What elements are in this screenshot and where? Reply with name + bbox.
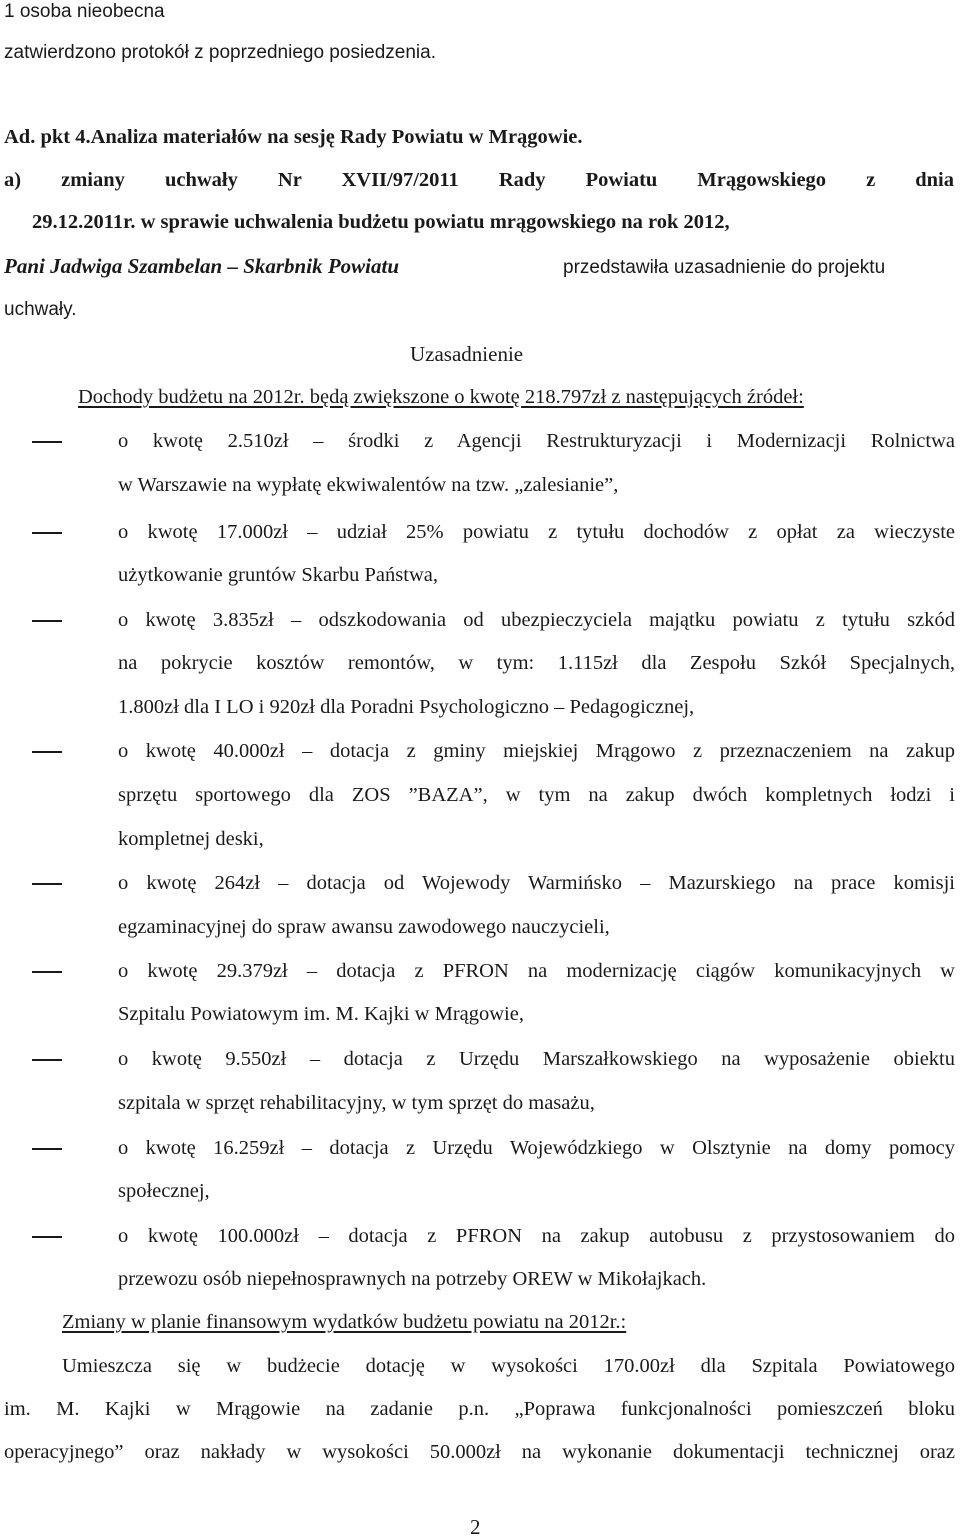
dash-marker [32,883,62,885]
dash-marker [32,441,62,443]
dash-marker [32,971,62,973]
list-item: o kwotę 40.000zł – dotacja z gminy miejskiej Mrągowo z przeznaczeniem na zakup [118,740,955,762]
list-item-cont: Szpitalu Powiatowym im. M. Kajki w Mrągowie, [118,1003,524,1025]
dash-marker [32,1059,62,1061]
justification-heading: Uzasadnienie [410,342,524,366]
expenditure-para-line-3: operacyjnego” oraz nakłady w wysokości 50.000zł na wykonanie dokumentacji technicznej oraz [4,1441,955,1463]
resolution-line-1: a) zmiany uchwały Nr XVII/97/2011 Rady Powiatu Mrągowskiego z dnia [4,169,954,191]
resolution-line-2: 29.12.2011r. w sprawie uchwalenia budżetu powiatu mrągowskiego na rok 2012, [32,211,730,233]
absence-note: 1 osoba nieobecna [4,1,165,22]
list-item-cont: sprzętu sportowego dla ZOS ”BAZA”, w tym na zakup dwóch kompletnych łodzi i [118,784,955,806]
presenter-action-cont: uchwały. [4,299,77,320]
page-number: 2 [470,1515,481,1539]
dash-marker [32,751,62,753]
dash-marker [32,1148,62,1150]
list-item: o kwotę 29.379zł – dotacja z PFRON na modernizację ciągów komunikacyjnych w [118,960,955,982]
list-item-cont: szpitala w sprzęt rehabilitacyjny, w tym sprzęt do masażu, [118,1092,595,1114]
presenter-name: Pani Jadwiga Szambelan – Skarbnik Powiatu [4,254,400,278]
list-item-cont: w Warszawie na wypłatę ekwiwalentów na tzw. „zalesianie”, [118,474,619,496]
list-item: o kwotę 9.550zł – dotacja z Urzędu Marszałkowskiego na wyposażenie obiektu [118,1048,955,1070]
list-item-cont: na pokrycie kosztów remontów, w tym: 1.115zł dla Zespołu Szkół Specjalnych, [118,652,955,674]
income-intro: Dochody budżetu na 2012r. będą zwiększone o kwotę 218.797zł z następujących źródeł: [78,386,804,408]
expenditure-heading: Zmiany w planie finansowym wydatków budżetu powiatu na 2012r.: [62,1311,627,1333]
dash-marker [32,532,62,534]
list-item-cont: użytkowanie gruntów Skarbu Państwa, [118,564,438,586]
list-item: o kwotę 2.510zł – środki z Agencji Restrukturyzacji i Modernizacji Rolnictwa [118,430,955,452]
list-item-cont: egzaminacyjnej do spraw awansu zawodowego nauczycieli, [118,916,610,938]
expenditure-para-line-1: Umieszcza się w budżecie dotację w wysokości 170.00zł dla Szpitala Powiatowego [62,1355,955,1377]
dash-marker [32,620,62,622]
list-item-cont: przewozu osób niepełnosprawnych na potrzeby OREW w Mikołajkach. [118,1268,707,1290]
expenditure-para-line-2: im. M. Kajki w Mrągowie na zadanie p.n. „Poprawa funkcjonalności pomieszczeń bloku [4,1398,955,1420]
list-item: o kwotę 3.835zł – odszkodowania od ubezpieczyciela majątku powiatu z tytułu szkód [118,609,955,631]
list-item: o kwotę 264zł – dotacja od Wojewody Warmińsko – Mazurskiego na prace komisji [118,872,955,894]
list-item-cont: 1.800zł dla I LO i 920zł dla Poradni Psychologiczno – Pedagogicznej, [118,696,695,718]
list-item: o kwotę 100.000zł – dotacja z PFRON na zakup autobusu z przystosowaniem do [118,1225,955,1247]
protocol-note: zatwierdzono protokół z poprzedniego posiedzenia. [4,42,436,63]
list-item: o kwotę 16.259zł – dotacja z Urzędu Wojewódzkiego w Olsztynie na domy pomocy [118,1137,955,1159]
dash-marker [32,1236,62,1238]
list-item-cont: kompletnej deski, [118,828,264,850]
list-item: o kwotę 17.000zł – udział 25% powiatu z tytułu dochodów z opłat za wieczyste [118,521,955,543]
presenter-action: przedstawiła uzasadnienie do projektu [563,257,886,278]
list-item-cont: społecznej, [118,1180,210,1202]
agenda-point-heading: Ad. pkt 4.Analiza materiałów na sesję Rady Powiatu w Mrągowie. [4,126,583,148]
